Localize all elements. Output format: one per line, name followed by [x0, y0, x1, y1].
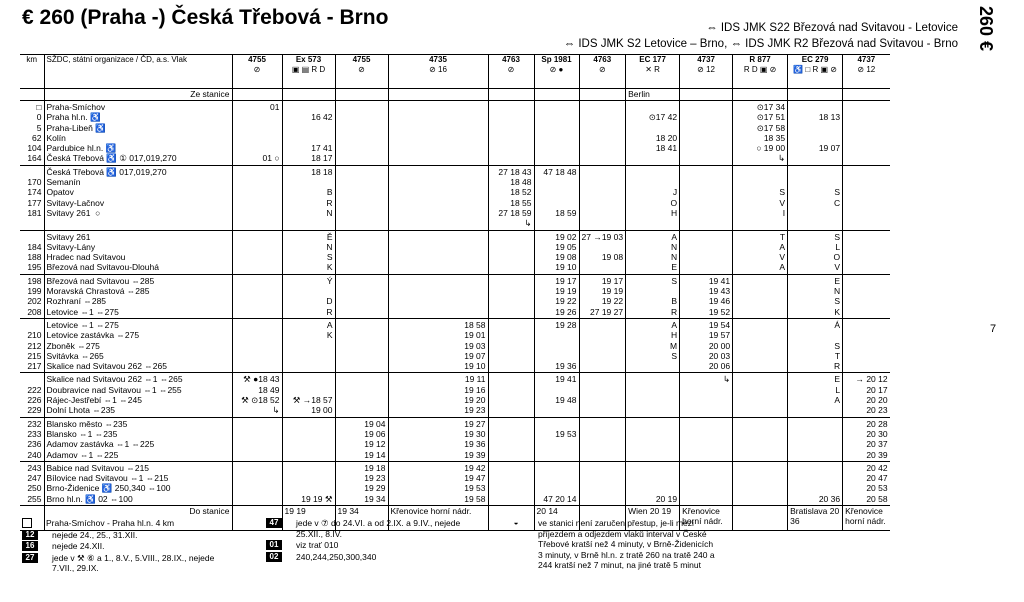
time-cell — [232, 274, 282, 318]
legend-item — [22, 530, 272, 541]
time-cell: 19 18 19 23 19 29 19 34 — [335, 461, 388, 505]
train-attributes: ⊘ 16 — [429, 65, 447, 75]
train-attributes: ⊘ 12 — [697, 65, 715, 75]
from-label: Ze stanice — [44, 89, 232, 101]
time-cell: S C — [788, 165, 843, 230]
ids-note-1: ⇔ IDS JMK S22 Březová nad Svitavou - Letovice — [706, 22, 958, 34]
time-cell: T A V A — [733, 230, 788, 274]
destination-cell: Křenovice horní nádr. — [388, 505, 488, 530]
train-attributes: ⊘ ● — [549, 65, 564, 75]
from-cell — [534, 89, 579, 101]
km-cell: 232 233 236 240 — [20, 417, 44, 461]
train-attributes: ⊘ — [598, 65, 606, 75]
from-km — [20, 89, 44, 101]
train-number: R 877 — [749, 55, 771, 64]
time-cell — [680, 417, 733, 461]
from-cell — [788, 89, 843, 101]
time-cell: A K — [282, 318, 335, 372]
legend-item — [266, 518, 506, 539]
time-cell — [388, 101, 488, 166]
time-cell: 19 17 19 19 19 22 27 19 27 — [579, 274, 626, 318]
time-cell — [232, 230, 282, 274]
station-group — [20, 318, 890, 372]
time-cell: 47 18 48 18 59 — [534, 165, 579, 230]
time-cell — [488, 274, 534, 318]
time-cell — [534, 101, 579, 166]
from-cell — [335, 89, 388, 101]
legend-col-3 — [508, 518, 728, 572]
train-header — [534, 55, 579, 89]
destination-cell: Křenovice horní nádr. — [843, 505, 890, 530]
from-cell — [388, 89, 488, 101]
train-number: EC 279 — [801, 55, 829, 64]
legend-item — [22, 518, 272, 529]
train-header — [579, 55, 626, 89]
legend-key: 27 — [22, 553, 38, 563]
time-cell: 19 42 19 47 19 53 19 58 — [388, 461, 488, 505]
time-cell — [579, 373, 626, 417]
time-cell: ⚒ ●18 43 18 49 ⚒ ⊙18 52 ↳ — [232, 373, 282, 417]
train-header — [388, 55, 488, 89]
train-header — [788, 55, 843, 89]
station-group — [20, 274, 890, 318]
train-attributes: ⊘ — [358, 65, 365, 75]
from-cell — [232, 89, 282, 101]
time-cell — [680, 230, 733, 274]
time-cell — [626, 373, 680, 417]
legend-key: 16 — [22, 541, 38, 551]
legend-col-2 — [266, 518, 506, 563]
time-cell: ↳ — [680, 373, 733, 417]
train-number: 4737 — [697, 55, 715, 64]
from-cell — [282, 89, 335, 101]
time-cell: 20 19 — [626, 461, 680, 505]
time-cell: Á S T R — [788, 318, 843, 372]
time-cell: 19 41 19 48 — [534, 373, 579, 417]
time-cell — [488, 417, 534, 461]
time-cell — [388, 165, 488, 230]
train-header — [626, 55, 680, 89]
legend-key: 12 — [22, 530, 38, 540]
km-cell: 198 199 202 208 — [20, 274, 44, 318]
train-attributes: ▣ ▤ R D — [291, 65, 326, 75]
time-cell — [488, 101, 534, 166]
time-cell — [388, 230, 488, 274]
destination-cell: Wien 20 19 — [626, 505, 680, 530]
time-cell: ⚒ →18 57 19 00 — [282, 373, 335, 417]
from-cell — [488, 89, 534, 101]
destination-cell: 19 19 — [282, 505, 335, 530]
time-cell: 19 02 19 05 19 08 19 10 — [534, 230, 579, 274]
time-cell — [733, 461, 788, 505]
legend-key: 02 — [266, 552, 282, 562]
from-cell — [680, 89, 733, 101]
time-cell: 19 54 19 57 20 00 20 03 20 06 — [680, 318, 733, 372]
station-names: Babice nad Svitavou ⇔215 Bílovice nad Svitavou ⇔1 ⇔215 Brno-Židenice ♿ 250,340 ⇔100 Brno hl.n. ♿ 02 ⇔100 — [44, 461, 232, 505]
time-cell: ⊙17 42 18 20 18 41 — [626, 101, 680, 166]
legend-item — [508, 518, 728, 571]
time-cell: S V I — [733, 165, 788, 230]
from-cell: Berlin — [626, 89, 680, 101]
time-cell — [843, 101, 890, 166]
time-cell: Ý D R — [282, 274, 335, 318]
legend-text: jede v ⚒ ⑥ a 1., 8.V., 5.VIII., 28.IX., nejede 7.VII., 29.IX. — [52, 552, 215, 573]
legend-key: 47 — [266, 518, 282, 528]
legend-key — [22, 518, 32, 528]
time-cell: 18 18 B R N — [282, 165, 335, 230]
station-group — [20, 417, 890, 461]
time-cell: 18 58 19 01 19 03 19 07 19 10 — [388, 318, 488, 372]
time-cell: 19 27 19 30 19 36 19 39 — [388, 417, 488, 461]
train-number: EC 177 — [639, 55, 666, 64]
page-number: 7 — [990, 323, 997, 335]
legend-key: ◒ — [513, 518, 519, 527]
station-names: Praha-Smíchov Praha hl.n. ♿ Praha-Libeň ♿ Kolín Pardubice hl.n. ♿ Česká Třebová ♿ ① 017,019,270 — [44, 101, 232, 166]
station-group — [20, 165, 890, 230]
legend-text: Praha-Smíchov - Praha hl.n. 4 km — [46, 518, 175, 528]
train-header — [488, 55, 534, 89]
time-cell: 19 19 ⚒ — [282, 461, 335, 505]
time-cell: 47 20 14 — [534, 461, 579, 505]
time-cell: 19 41 19 43 19 46 19 52 — [680, 274, 733, 318]
station-names: Blansko město ⇔235 Blansko ⇔1 ⇔235 Adamov zastávka ⇔1 ⇔225 Adamov ⇔1 ⇔225 — [44, 417, 232, 461]
time-cell — [335, 101, 388, 166]
station-group — [20, 101, 890, 166]
train-header — [232, 55, 282, 89]
operator-header: SŽDC, státní organizace / ČD, a.s. Vlak — [44, 55, 232, 89]
time-cell: E N S K — [788, 274, 843, 318]
time-cell — [282, 417, 335, 461]
train-number: Sp 1981 — [541, 55, 572, 64]
train-attributes: ♿ □ R ▣ ⊘ — [793, 65, 837, 75]
legend-text: nejede 24.XII. — [52, 541, 105, 551]
legend-text: viz trať 010 — [296, 540, 339, 550]
km-cell: 170 174 177 181 — [20, 165, 44, 230]
time-cell: 19 53 — [534, 417, 579, 461]
destination-cell: 20 14 — [534, 505, 579, 530]
time-cell — [788, 417, 843, 461]
train-attributes: ⊘ 12 — [857, 65, 876, 75]
time-cell — [733, 417, 788, 461]
time-cell — [843, 230, 890, 274]
station-names: Svitavy 261 Svitavy-Lány Hradec nad Svitavou Březová nad Svitavou-Dlouhá — [44, 230, 232, 274]
time-cell — [335, 230, 388, 274]
from-cell — [843, 89, 890, 101]
time-cell: 20 42 20 47 20 53 20 58 — [843, 461, 890, 505]
km-cell: □ 0 5 62 104 164 — [20, 101, 44, 166]
km-cell: 184 188 195 — [20, 230, 44, 274]
time-cell — [335, 274, 388, 318]
km-cell: 243 247 250 255 — [20, 461, 44, 505]
from-cell — [579, 89, 626, 101]
time-cell: S B R — [626, 274, 680, 318]
train-header — [282, 55, 335, 89]
time-cell — [843, 165, 890, 230]
side-table-number: 260 € — [976, 6, 996, 52]
station-names: Skalice nad Svitavou 262 ⇔1 ⇔265 Doubravice nad Svitavou ⇔1 ⇔255 Rájec-Jestřebí ⇔1 ⇔245 Dolní Lhota ⇔235 — [44, 373, 232, 417]
time-cell — [488, 461, 534, 505]
time-cell — [232, 318, 282, 372]
km-header: km — [20, 55, 44, 89]
time-cell — [680, 101, 733, 166]
station-names: Česká Třebová ♿ 017,019,270 Semanín Opatov Svitavy-Lačnov Svitavy 261 ○ — [44, 165, 232, 230]
time-cell: 19 17 19 19 19 22 19 26 — [534, 274, 579, 318]
destination-cell: 19 34 — [335, 505, 388, 530]
train-header — [680, 55, 733, 89]
legend-text: ve stanici není zaručen přestup, je-li mezi příjezdem a odjezdem vlaků interval v České Třebové kratší než 4 minuty, v Brně-Židenicích 3 minuty, v Brně hl.n. z tratě 260 na tratě 240 a 244 kratší než 7 minut, na jiné tratě 5 minut — [538, 518, 715, 570]
time-cell — [488, 373, 534, 417]
from-cell — [733, 89, 788, 101]
time-cell: 27 18 43 18 48 18 52 18 55 27 18 59 ↳ — [488, 165, 534, 230]
time-cell — [579, 101, 626, 166]
time-cell — [579, 165, 626, 230]
time-cell — [733, 318, 788, 372]
header-row — [20, 55, 890, 89]
train-number: 4755 — [248, 55, 266, 64]
km-cell: 222 226 229 — [20, 373, 44, 417]
destination-cell: Bratislava 20 36 — [788, 505, 843, 530]
time-cell — [232, 461, 282, 505]
train-header — [843, 55, 890, 89]
time-cell — [680, 165, 733, 230]
station-group — [20, 461, 890, 505]
train-number: 4735 — [429, 55, 447, 64]
time-cell — [335, 373, 388, 417]
destination-cell — [733, 505, 788, 530]
time-cell: 18 13 19 07 — [788, 101, 843, 166]
train-attributes: ⊘ — [253, 65, 261, 75]
station-names: Letovice ⇔1 ⇔275 Letovice zastávka ⇔275 Zboněk ⇔275 Svitávka ⇔265 Skalice nad Svitavou 262 ⇔265 — [44, 318, 232, 372]
time-cell: J O H — [626, 165, 680, 230]
to-label: Do stanice — [44, 505, 232, 530]
time-cell: → 20 12 20 17 20 20 20 23 — [843, 373, 890, 417]
train-number: 4763 — [502, 55, 520, 64]
time-cell — [579, 461, 626, 505]
time-cell — [843, 274, 890, 318]
time-cell: S L O V — [788, 230, 843, 274]
time-cell — [232, 417, 282, 461]
time-cell: 01 01 ○ — [232, 101, 282, 166]
time-cell: A H M S — [626, 318, 680, 372]
legend-text: 240,244,250,300,340 — [296, 551, 377, 562]
train-number: 4737 — [857, 55, 876, 64]
time-cell: ⊙17 34 ⊙17 51 ⊙17 58 18 35 ○ 19 00 ↳ — [733, 101, 788, 166]
time-cell — [488, 230, 534, 274]
time-cell — [579, 417, 626, 461]
time-cell — [232, 165, 282, 230]
destination-cell: Křenovice horní nádr. — [680, 505, 733, 530]
km-cell: 210 212 215 217 — [20, 318, 44, 372]
time-cell: 20 28 20 30 20 37 20 39 — [843, 417, 890, 461]
legend-text: jede v ⑦ do 24.VI. a od 2.IX. a 9.IV., nejede 25.XII., 8.IV. — [296, 518, 461, 539]
time-cell — [388, 274, 488, 318]
station-names: Březová nad Svitavou ⇔285 Moravská Chrastová ⇔285 Rozhraní ⇔285 Letovice ⇔1 ⇔275 — [44, 274, 232, 318]
train-header — [335, 55, 388, 89]
time-cell: 19 28 19 36 — [534, 318, 579, 372]
legend-col-1 — [22, 518, 272, 575]
time-cell: 27 →19 03 19 08 — [579, 230, 626, 274]
station-group — [20, 230, 890, 274]
time-cell — [335, 165, 388, 230]
time-cell — [843, 318, 890, 372]
train-attributes: R D ▣ ⊘ — [743, 65, 777, 75]
train-attributes: ✕ R — [645, 65, 660, 75]
time-cell: Ě N S K — [282, 230, 335, 274]
time-cell: A N N E — [626, 230, 680, 274]
time-cell: 16 42 17 41 18 17 — [282, 101, 335, 166]
time-cell — [680, 461, 733, 505]
legend-item — [22, 541, 272, 552]
train-attributes: ⊘ — [507, 65, 515, 75]
time-cell: 20 36 — [788, 461, 843, 505]
legend-text: nejede 24., 25., 31.XII. — [52, 529, 138, 540]
legend-key: 01 — [266, 540, 282, 550]
time-cell — [626, 417, 680, 461]
train-number: 4763 — [593, 55, 612, 64]
time-cell: 19 04 19 06 19 12 19 14 — [335, 417, 388, 461]
train-header — [733, 55, 788, 89]
legend-item — [266, 552, 506, 563]
timetable-title: € 260 (Praha -) Česká Třebová - Brno — [22, 6, 389, 29]
time-cell — [579, 318, 626, 372]
time-cell — [335, 318, 388, 372]
train-number: 4755 — [352, 55, 371, 64]
time-cell — [733, 373, 788, 417]
time-cell: E L A — [788, 373, 843, 417]
time-cell — [488, 318, 534, 372]
legend-item — [22, 553, 272, 574]
time-cell: 19 11 19 16 19 20 19 23 — [388, 373, 488, 417]
ids-note-2: ⇔ IDS JMK S2 Letovice – Brno, ⇔ IDS JMK R2 Březová nad Svitavou - Brno — [563, 38, 958, 50]
timetable — [20, 54, 890, 531]
from-row — [20, 89, 890, 101]
time-cell — [733, 274, 788, 318]
legend-item — [266, 540, 506, 551]
station-group — [20, 373, 890, 417]
train-number: Ex 573 — [295, 55, 322, 64]
